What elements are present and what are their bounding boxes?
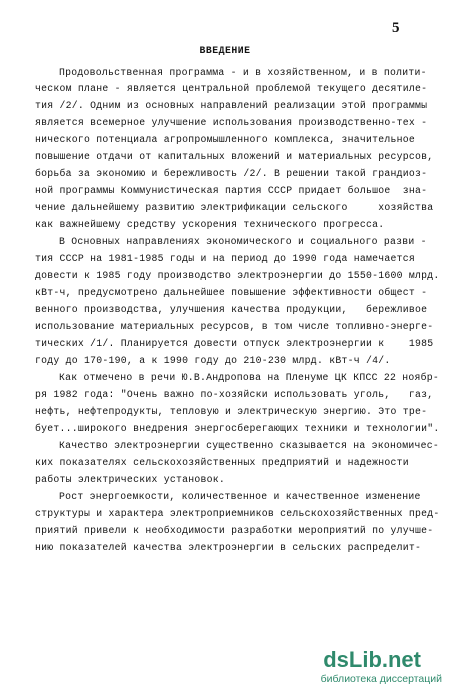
text-line: повышение отдачи от капитальных вложений и материальных ресурсов, [35,151,434,162]
watermark-tagline: библиотека диссертаций [320,673,442,685]
text-line: Рост энергоемкости, количественное и качественное изменение [59,491,421,502]
text-line: году до 170-190, а к 1990 году до 210-230 млрд. кВт-ч /4/. [35,355,391,366]
watermark [292,646,442,686]
text-line: кВт-ч, предусмотрено дальнейшее повышение эффективности общест - [35,287,428,298]
text-line: Как отмечено в речи Ю.В.Андропова на Пленуме ЦК КПСС 22 ноябр- [59,372,440,383]
text-line: нефть, нефтепродукты, тепловую и электрическую энергию. Это тре- [35,406,428,417]
text-line: бует...широкого внедрения энергосберегающих техники и технологии". [35,423,440,434]
text-line: борьба за экономию и бережливость /2/. В решении такой грандиоз- [35,168,428,179]
text-line: ря 1982 года: "Очень важно по-хозяйски использовать уголь, газ, [35,389,434,400]
text-line: Качество электроэнергии существенно сказывается на экономичес- [59,440,440,451]
text-line: нию показателей качества электроэнергии в сельских распределит- [35,542,422,553]
text-line: ких показателях сельскохозяйственных предприятий и надежности [35,457,409,468]
text-line: приятий привели к необходимости разработки мероприятий по улучше- [35,525,434,536]
text-line: чение дальнейшему развитию электрификации сельского хозяйства [35,202,434,213]
text-line: структуры и характера электроприемников сельскохозяйственных пред- [35,508,440,519]
text-line: тических /1/. Планируется довести отпуск электроэнергии к 1985 [35,338,434,349]
text-line: работы электрических установок. [35,474,226,485]
text-line: является всемерное улучшение использования производственно-тех - [35,117,428,128]
text-line: ной программы Коммунистическая партия СССР придает большое зна- [35,185,428,196]
text-line: нического потенциала агропромышленного комплекса, значительное [35,134,416,145]
text-line: Продовольственная программа - и в хозяйственном, и в полити- [59,67,427,78]
text-line: ческом плане - является центральной проблемой текущего десятиле- [35,83,428,94]
dslib-logo [292,646,422,672]
text-line: тия /2/. Одним из основных направлений реализации этой программы [35,100,428,111]
svg-text:dsLib.net: dsLib.net [323,647,421,672]
text-line: венного производства, улучшения качества продукции, бережливое [35,304,428,315]
text-line: В Основных направлениях экономического и социального разви - [59,236,427,247]
page-number: 5 [392,20,400,36]
text-line: тия СССР на 1981-1985 годы и на период до 1990 года намечается [35,253,416,264]
text-line: как важнейшему средству ускорения технического прогресса. [35,219,385,230]
section-heading: ВВЕДЕНИЕ [199,45,251,56]
text-line: использование материальных ресурсов, в том числе топливно-энерге- [35,321,434,332]
text-line: довести к 1985 году производство электроэнергии до 1550-1600 млрд. [35,270,440,281]
